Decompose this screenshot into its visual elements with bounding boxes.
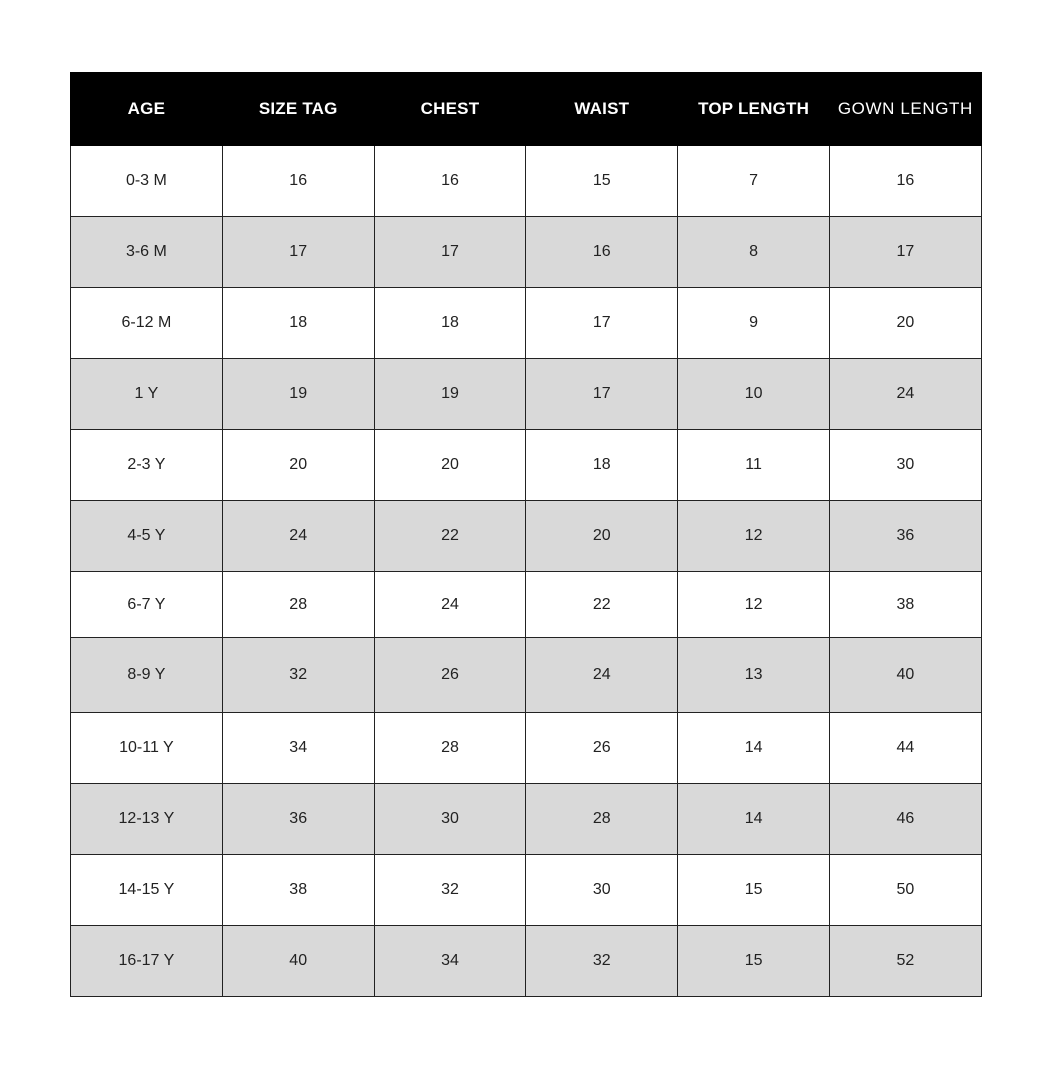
- cell-age: 6-7 Y: [71, 572, 223, 638]
- header-chest: CHEST: [374, 73, 526, 146]
- table-row: [71, 784, 982, 855]
- cell-chest: 19: [374, 359, 526, 430]
- cell-chest: 22: [374, 501, 526, 572]
- cell-gown-length: 24: [829, 359, 981, 430]
- cell-waist: 28: [526, 784, 678, 855]
- cell-chest: 24: [374, 572, 526, 638]
- cell-chest: 16: [374, 146, 526, 217]
- table-row: [71, 146, 982, 217]
- header-age: AGE: [71, 73, 223, 146]
- cell-size-tag: 20: [222, 430, 374, 501]
- cell-chest: 34: [374, 926, 526, 997]
- cell-gown-length: 30: [829, 430, 981, 501]
- cell-gown-length: 20: [829, 288, 981, 359]
- cell-size-tag: 17: [222, 217, 374, 288]
- cell-age: 3-6 M: [71, 217, 223, 288]
- table-row: [71, 501, 982, 572]
- cell-top-length: 13: [678, 638, 830, 713]
- cell-size-tag: 40: [222, 926, 374, 997]
- cell-chest: 17: [374, 217, 526, 288]
- cell-gown-length: 17: [829, 217, 981, 288]
- cell-age: 14-15 Y: [71, 855, 223, 926]
- cell-top-length: 7: [678, 146, 830, 217]
- cell-waist: 20: [526, 501, 678, 572]
- cell-top-length: 8: [678, 217, 830, 288]
- cell-age: 2-3 Y: [71, 430, 223, 501]
- header-top-length: TOP LENGTH: [678, 73, 830, 146]
- cell-waist: 22: [526, 572, 678, 638]
- cell-chest: 26: [374, 638, 526, 713]
- cell-top-length: 9: [678, 288, 830, 359]
- cell-size-tag: 18: [222, 288, 374, 359]
- cell-waist: 18: [526, 430, 678, 501]
- size-chart-table: [70, 72, 982, 997]
- header-gown-length: GOWN LENGTH: [829, 73, 981, 146]
- cell-size-tag: 28: [222, 572, 374, 638]
- cell-top-length: 15: [678, 926, 830, 997]
- table-row: [71, 359, 982, 430]
- table-row: [71, 572, 982, 638]
- cell-age: 8-9 Y: [71, 638, 223, 713]
- cell-waist: 15: [526, 146, 678, 217]
- cell-waist: 24: [526, 638, 678, 713]
- cell-size-tag: 16: [222, 146, 374, 217]
- cell-top-length: 12: [678, 501, 830, 572]
- cell-waist: 17: [526, 359, 678, 430]
- cell-gown-length: 50: [829, 855, 981, 926]
- cell-gown-length: 16: [829, 146, 981, 217]
- cell-age: 6-12 M: [71, 288, 223, 359]
- cell-gown-length: 36: [829, 501, 981, 572]
- cell-chest: 30: [374, 784, 526, 855]
- cell-gown-length: 40: [829, 638, 981, 713]
- cell-age: 16-17 Y: [71, 926, 223, 997]
- table-row: [71, 430, 982, 501]
- cell-chest: 32: [374, 855, 526, 926]
- cell-top-length: 14: [678, 713, 830, 784]
- cell-age: 10-11 Y: [71, 713, 223, 784]
- cell-top-length: 12: [678, 572, 830, 638]
- cell-waist: 30: [526, 855, 678, 926]
- cell-waist: 26: [526, 713, 678, 784]
- cell-chest: 20: [374, 430, 526, 501]
- table-row: [71, 288, 982, 359]
- cell-size-tag: 19: [222, 359, 374, 430]
- cell-size-tag: 34: [222, 713, 374, 784]
- cell-age: 1 Y: [71, 359, 223, 430]
- table-row: [71, 217, 982, 288]
- header-size-tag: SIZE TAG: [222, 73, 374, 146]
- cell-waist: 17: [526, 288, 678, 359]
- size-chart-header: [71, 73, 982, 146]
- cell-top-length: 10: [678, 359, 830, 430]
- cell-chest: 28: [374, 713, 526, 784]
- cell-top-length: 14: [678, 784, 830, 855]
- table-row: [71, 855, 982, 926]
- header-row: [71, 73, 982, 146]
- cell-age: 4-5 Y: [71, 501, 223, 572]
- cell-top-length: 11: [678, 430, 830, 501]
- cell-waist: 32: [526, 926, 678, 997]
- cell-size-tag: 24: [222, 501, 374, 572]
- table-row: [71, 638, 982, 713]
- table-row: [71, 926, 982, 997]
- table-row: [71, 713, 982, 784]
- cell-size-tag: 36: [222, 784, 374, 855]
- cell-top-length: 15: [678, 855, 830, 926]
- cell-chest: 18: [374, 288, 526, 359]
- cell-gown-length: 46: [829, 784, 981, 855]
- cell-size-tag: 32: [222, 638, 374, 713]
- size-chart-body: [71, 146, 982, 997]
- cell-age: 12-13 Y: [71, 784, 223, 855]
- cell-age: 0-3 M: [71, 146, 223, 217]
- cell-gown-length: 44: [829, 713, 981, 784]
- cell-gown-length: 38: [829, 572, 981, 638]
- cell-gown-length: 52: [829, 926, 981, 997]
- cell-size-tag: 38: [222, 855, 374, 926]
- cell-waist: 16: [526, 217, 678, 288]
- header-waist: WAIST: [526, 73, 678, 146]
